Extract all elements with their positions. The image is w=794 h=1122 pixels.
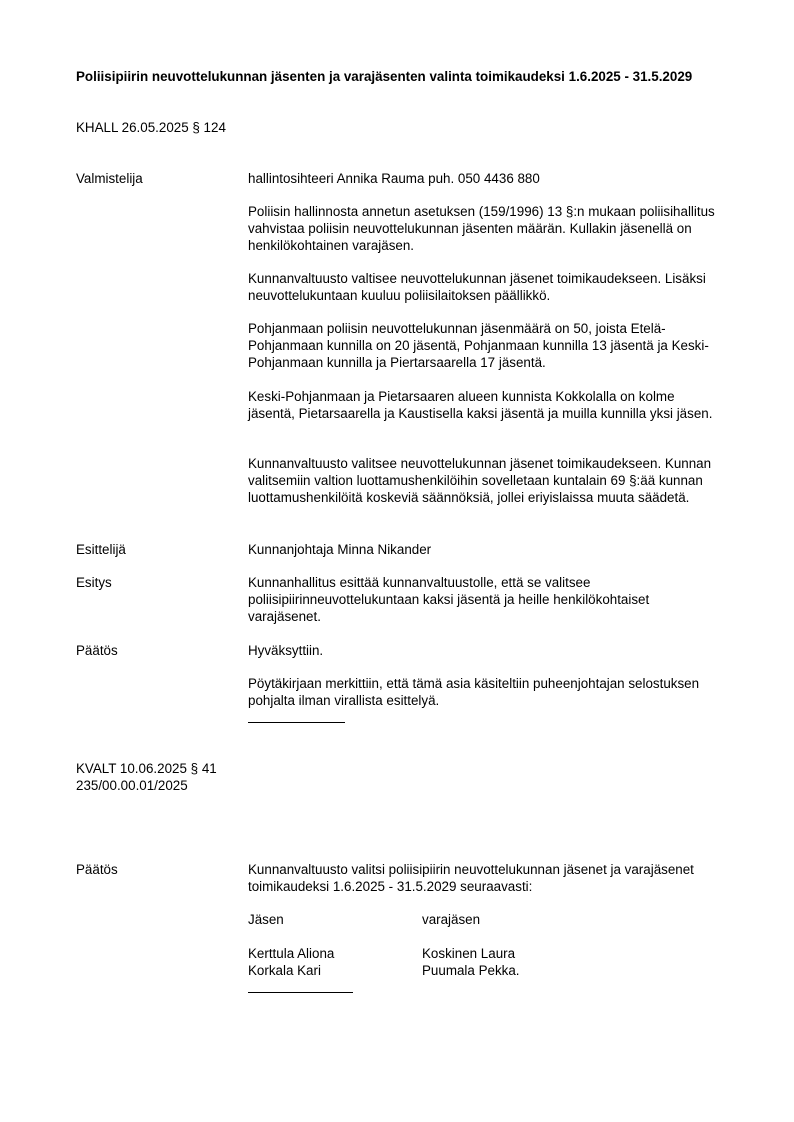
khall-reference: KHALL 26.05.2025 § 124 xyxy=(76,120,226,135)
member-name: Korkala Kari xyxy=(248,963,321,978)
member-column-header: Jäsen xyxy=(248,912,284,927)
separator-line-2 xyxy=(248,992,353,993)
esitys-text: Kunnanhallitus esittää kunnanvaltuustolle, että se valitsee poliisipiirinneuvottelukuntaan kaksi jäsentä ja heille henkilökohtaiset varajäsenet. xyxy=(248,575,650,624)
document-title: Poliisipiirin neuvottelukunnan jäsenten ja varajäsenten valinta toimikaudeksi 1.6.2025 - 31.5.2029 xyxy=(76,69,693,84)
valmistelija-contact: hallintosihteeri Annika Rauma puh. 050 4436 880 xyxy=(248,171,540,186)
valmistelija-label: Valmistelija xyxy=(76,171,143,186)
separator-line-1 xyxy=(248,722,345,723)
paatos-label-1: Päätös xyxy=(76,643,118,658)
deputy-name: Koskinen Laura xyxy=(422,946,516,961)
diary-number: 235/00.00.01/2025 xyxy=(76,778,188,793)
esitys-label: Esitys xyxy=(76,575,112,590)
valmistelija-paragraph-2: Kunnanvaltuusto valtisee neuvottelukunnan jäsenet toimikaudekseen. Lisäksi neuvottelukuntaan kuuluu poliisilaitoksen päällikkö. xyxy=(248,271,706,303)
deputy-name: Puumala Pekka. xyxy=(422,963,520,978)
member-name: Kerttula Aliona xyxy=(248,946,335,961)
valmistelija-paragraph-4: Keski-Pohjanmaan ja Pietarsaaren alueen kunnista Kokkolalla on kolme jäsentä, Pietarsaarella ja Kaustisella kaksi jäsentä ja muilla kunnilla yksi jäsen. xyxy=(248,389,713,421)
valmistelija-paragraph-5: Kunnanvaltuusto valitsee neuvottelukunnan jäsenet toimikaudekseen. Kunnan valitsemiin valtion luottamushenkilöihin sovelletaan kuntalain 69 §:ää kunnan luottamushenkilöitä koskeviä säännöksiä, jollei eriyislaissa muuta säädetä. xyxy=(248,456,712,505)
deputy-column-header: varajäsen xyxy=(422,912,481,927)
paatos-text-1: Hyväksyttiin. xyxy=(248,643,324,658)
esittelija-label: Esittelijä xyxy=(76,542,126,557)
valmistelija-paragraph-1: Poliisin hallinnosta annetun asetuksen (159/1996) 13 §:n mukaan poliisihallitus vahvistaa poliisin neuvottelukunnan jäsenten määrän. Kullakin jäsenellä on henkilökohtainen varajäsen. xyxy=(248,204,715,253)
paatos-label-2: Päätös xyxy=(76,862,118,877)
kvalt-reference: KVALT 10.06.2025 § 41 xyxy=(76,761,217,776)
paatos-text-2: Kunnanvaltuusto valitsi poliisipiirin neuvottelukunnan jäsenet ja varajäsenet toimikaudeksi 1.6.2025 - 31.5.2029 seuraavasti: xyxy=(248,862,694,894)
valmistelija-paragraph-3: Pohjanmaan poliisin neuvottelukunnan jäsenmäärä on 50, joista Etelä-Pohjanmaan kunnilla on 20 jäsentä, Pohjanmaan kunnilla 13 jäsentä ja Keski-Pohjanmaan kunnilla ja Piertarsaarella 17 jäsentä. xyxy=(248,321,709,370)
esittelija-text: Kunnanjohtaja Minna Nikander xyxy=(248,542,432,557)
paatos-note: Pöytäkirjaan merkittiin, että tämä asia käsiteltiin puheenjohtajan selostuksen pohjalta ilman virallista esittelyä. xyxy=(248,676,700,708)
